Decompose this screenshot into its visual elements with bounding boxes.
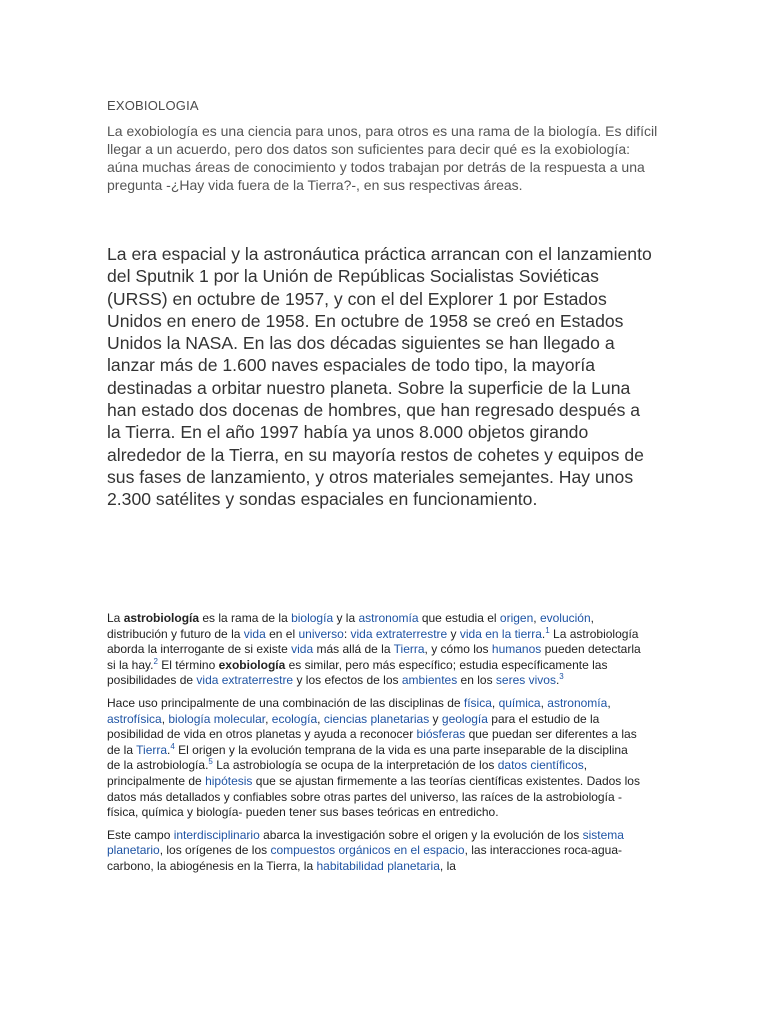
intro-paragraph: La exobiología es una ciencia para unos, para otros es una rama de la biología. Es difícil llegar a un acuerdo, pero dos datos son suficientes para decir qué es la exobiología: aúna muchas áreas de conocimiento y todos trabajan por detrás de la respuesta a una pregunta -¿Hay vida fuera de la Tierra?-, en sus respectivas áreas. [107,123,658,193]
astrobiology-paragraph-3 [107,828,642,875]
link-humanos[interactable]: humanos [491,642,542,657]
link-origen[interactable]: origen [499,611,534,625]
link-fisica[interactable]: física [463,695,492,710]
link-biosferas[interactable]: biósferas [416,727,466,742]
text: , [317,711,324,726]
text: , y cómo los [424,642,492,657]
link-hipotesis[interactable]: hipótesis [205,773,253,788]
text: que se ajustan firmemente a las teorías científicas existentes. Dados los datos más detallados y confiables sobre otras partes del universo, las raíces de la astrobiología -física, química y biología- pueden tener sus bases teóricas en entredicho. [107,773,640,820]
text: , distribución y futuro de la [107,611,594,641]
page-title: EXOBIOLOGIA [107,98,199,113]
text: es similar, pero más específico; estudia específicamente las posibilidades de [107,657,608,688]
text: . [541,626,546,641]
link-tierra[interactable]: Tierra [136,742,168,757]
link-ecologia[interactable]: ecología [271,711,318,726]
text: que puedan ser diferentes a las de la [107,727,637,757]
link-ambientes[interactable]: ambientes [401,673,458,688]
text: y [447,626,460,641]
link-evolucion[interactable]: evolución [539,611,591,625]
link-biologia-molecular[interactable]: biología molecular [168,711,266,726]
link-tierra[interactable]: Tierra [393,642,425,657]
link-quimica[interactable]: química [498,695,541,710]
text: Hace uso principalmente de una combinación de las disciplinas de [107,695,464,710]
link-astronomia[interactable]: astronomía [358,611,419,625]
link-ciencias-planetarias[interactable]: ciencias planetarias [323,711,430,726]
text: que estudia el [418,611,500,625]
text: La astrobiología se ocupa de la interpretación de los [212,758,498,773]
astrobiology-paragraph-1 [107,611,642,689]
term-astrobiologia: astrobiología [123,611,200,625]
link-astronomia[interactable]: astronomía [547,695,608,710]
text: El término [157,657,219,672]
footnote-ref[interactable]: 3 [559,672,564,682]
text: , [540,695,548,710]
text: más allá de la [313,642,394,657]
text: La astrobiología aborda la interrogante de si existe [107,626,639,657]
link-universo[interactable]: universo [298,626,344,641]
text: , [533,611,540,625]
text: Este campo [107,827,174,842]
text: , las interacciones roca-agua-carbono, la abiogénesis en la Tierra, la [107,843,622,873]
link-vida-extraterrestre[interactable]: vida extraterrestre [350,626,448,641]
footnote-ref[interactable]: 4 [170,741,175,751]
link-astrofisica[interactable]: astrofísica [107,711,162,726]
text: La [107,611,124,625]
footnote-ref[interactable]: 5 [208,757,213,767]
text: en el [265,626,299,641]
link-vida[interactable]: vida [291,642,314,657]
text: . [555,673,560,688]
link-vida-extraterrestre[interactable]: vida extraterrestre [196,673,294,688]
footnote-ref[interactable]: 2 [153,656,158,666]
text: , los orígenes de los [159,843,271,858]
text: , la [439,858,456,873]
astrobiology-section [107,611,642,882]
text: , [607,695,611,710]
term-exobiologia: exobiología [218,657,286,672]
text: y la [333,611,359,625]
text: , [161,711,169,726]
text: pueden detectarla si la hay. [107,642,641,672]
link-compuestos-organicos[interactable]: compuestos orgánicos en el espacio [270,843,465,858]
link-interdisciplinario[interactable]: interdisciplinario [173,827,260,842]
space-age-paragraph: La era espacial y la astronáutica práctica arrancan con el lanzamiento del Sputnik 1 por la Unión de Repúblicas Socialistas Soviéticas (URSS) en octubre de 1957, y con el del Explorer 1 por Estados Unidos en enero de 1958. En octubre de 1958 se creó en Estados Unidos la NASA. En las dos décadas siguientes se han llegado a lanzar más de 1.600 naves espaciales de todo tipo, la mayoría destinadas a orbitar nuestro planeta. Sobre la superficie de la Luna han estado dos docenas de hombres, que han regresado después a la Tierra. En el año 1997 había ya unos 8.000 objetos girando alrededor de la Tierra, en su mayoría restos de cohetes y equipos de sus fases de lanzamiento, y otros materiales semejantes. Hay unos 2.300 satélites y sondas espaciales en funcionamiento. [107,244,652,510]
text: . [167,742,171,757]
text: : [343,626,351,641]
text: abarca la investigación sobre el origen y la evolución de los [259,827,583,842]
link-sistema-planetario[interactable]: sistema planetario [107,827,624,858]
link-seres-vivos[interactable]: seres vivos [495,673,556,688]
astrobiology-paragraph-2 [107,696,642,821]
link-geologia[interactable]: geología [441,711,488,726]
text: en los [457,673,496,688]
link-habitabilidad-planetaria[interactable]: habitabilidad planetaria [316,858,440,873]
text: para el estudio de la posibilidad de vida en otros planetas y ayuda a reconocer [107,711,600,742]
link-vida-en-la-tierra[interactable]: vida en la tierra [459,626,542,641]
text: , principalmente de [107,758,588,788]
text: El origen y la evolución temprana de la vida es una parte inseparable de la disciplina de la astrobiología. [107,742,628,773]
footnote-ref[interactable]: 1 [545,625,550,635]
text: , [491,695,499,710]
text: es la rama de la [199,611,292,625]
text: y los efectos de los [293,673,402,688]
link-biologia[interactable]: biología [291,611,334,625]
link-datos-cientificos[interactable]: datos científicos [497,758,584,773]
text: y [429,711,442,726]
text: , [265,711,272,726]
link-vida[interactable]: vida [243,626,266,641]
